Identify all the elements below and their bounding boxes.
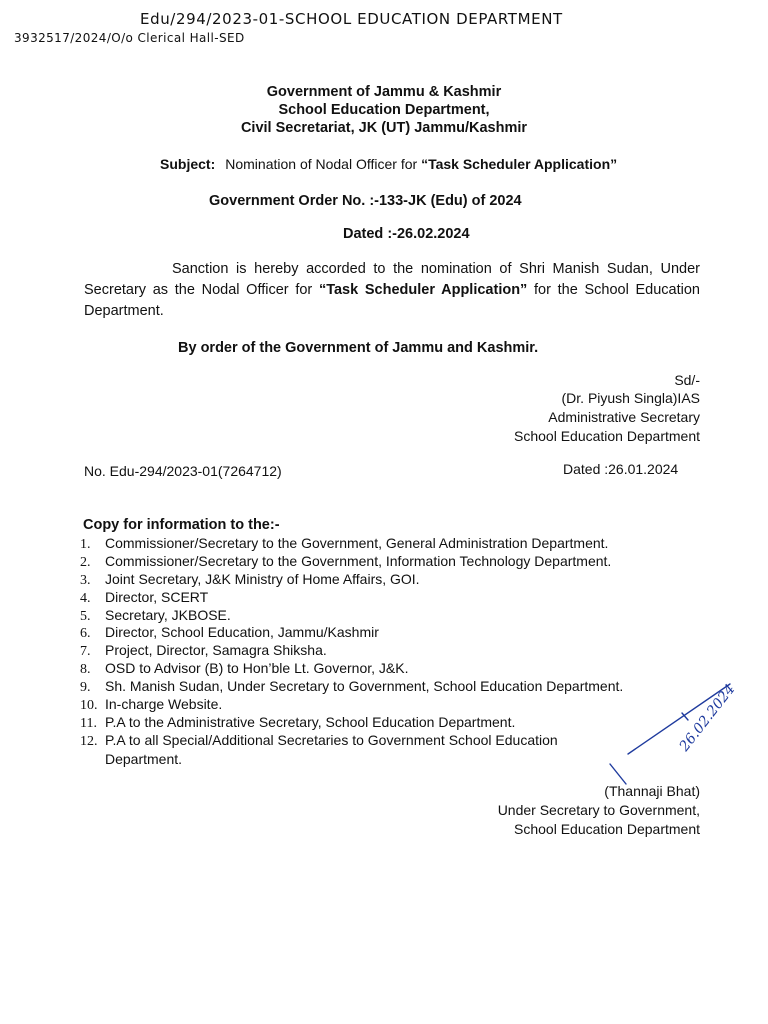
subject-emphasis: “Task Scheduler Application”: [421, 156, 618, 172]
copy-item: [80, 696, 623, 714]
copy-item-number: 10.: [80, 698, 98, 714]
copy-item-text: Director, SCERT: [105, 588, 209, 605]
copy-item-12-continuation: Department.: [105, 751, 183, 767]
copy-item-number: 2.: [80, 554, 91, 570]
body-emphasis: “Task Scheduler Application”: [318, 282, 528, 298]
copy-item-text: Project, Director, Samagra Shiksha.: [105, 642, 327, 659]
copy-item: [80, 535, 623, 553]
signatory-2-name: (Thannaji Bhat): [604, 783, 700, 799]
order-date: Dated :-26.02.2024: [343, 226, 470, 242]
copy-item-text: Sh. Manish Sudan, Under Secretary to Government, School Education Department.: [105, 678, 624, 695]
letterhead-line-2: School Education Department,: [278, 102, 490, 118]
copy-item-number: 8.: [80, 662, 91, 678]
copy-item: [80, 571, 623, 589]
copy-item: [80, 660, 623, 678]
copy-list: [80, 535, 623, 750]
subject-text: Nomination of Nodal Officer for: [225, 156, 422, 172]
copy-item-number: 4.: [80, 590, 91, 606]
copy-title: Copy for information to the:-: [83, 517, 280, 533]
handwritten-date: 26.02.2024: [676, 681, 739, 755]
file-header: Edu/294/2023-01-SCHOOL EDUCATION DEPARTMENT: [140, 10, 563, 28]
signatory-1-designation: Administrative Secretary: [548, 409, 700, 425]
by-order-line: By order of the Government of Jammu and Kashmir.: [178, 340, 539, 356]
copy-item-text: Director, School Education, Jammu/Kashmir: [105, 624, 379, 641]
signatory-2-department: School Education Department: [514, 821, 700, 837]
copy-item-number: 5.: [80, 608, 91, 624]
signatory-1-name: (Dr. Piyush Singla)IAS: [561, 390, 700, 406]
letterhead-line-1: Government of Jammu & Kashmir: [266, 84, 502, 100]
subject-line: [160, 156, 617, 172]
copy-item-number: 12.: [80, 733, 98, 749]
copy-item-text: P.A to the Administrative Secretary, School Education Department.: [105, 713, 516, 730]
copy-item: [80, 589, 623, 607]
signature-sd: Sd/-: [674, 372, 700, 388]
copy-item-text: OSD to Advisor (B) to Hon’ble Lt. Governor, J&K.: [105, 660, 409, 677]
pen-stroke-down: [610, 764, 626, 784]
copy-item: [80, 624, 623, 642]
copy-item-number: 3.: [80, 572, 91, 588]
receipt-header: 3932517/2024/O/o Clerical Hall-SED: [14, 31, 245, 45]
body-part-1: Sanction is hereby accorded to the nomination of Shri Manish Sudan, Under Secretary as the Nodal Officer for: [84, 261, 700, 298]
copy-item-number: 6.: [80, 626, 91, 642]
copy-item-text: In-charge Website.: [105, 696, 223, 713]
subject-label: Subject:: [160, 156, 216, 172]
reference-number: No. Edu-294/2023-01(7264712): [84, 463, 282, 479]
signatory-2-designation: Under Secretary to Government,: [497, 802, 700, 818]
copy-item-text: Secretary, JKBOSE.: [105, 606, 231, 623]
copy-item: [80, 607, 623, 625]
letterhead-line-3: Civil Secretariat, JK (UT) Jammu/Kashmir: [240, 120, 528, 136]
copy-item: [80, 553, 623, 571]
copy-item-number: 11.: [80, 715, 97, 731]
copy-item-number: 7.: [80, 644, 91, 660]
copy-item-text: P.A to all Special/Additional Secretaries to Government School Education: [105, 731, 558, 748]
reference-date: Dated :26.01.2024: [563, 461, 679, 477]
body-part-2: for the School Education Department.: [84, 282, 700, 319]
order-number: Government Order No. :-133-JK (Edu) of 2024: [209, 193, 522, 209]
copy-item: [80, 678, 623, 696]
copy-item: [80, 642, 623, 660]
handwritten-annotation: [590, 660, 768, 790]
copy-item: [80, 714, 623, 732]
copy-item: [80, 732, 623, 750]
copy-item-text: Joint Secretary, J&K Ministry of Home Affairs, GOI.: [105, 570, 420, 587]
copy-item-number: 9.: [80, 680, 91, 696]
copy-item-number: 1.: [80, 537, 91, 552]
body-paragraph: [84, 259, 700, 322]
copy-item-text: Commissioner/Secretary to the Government, General Administration Department.: [105, 535, 609, 551]
signatory-1-department: School Education Department: [514, 428, 700, 444]
copy-item-text: Commissioner/Secretary to the Government, Information Technology Department.: [105, 552, 612, 569]
